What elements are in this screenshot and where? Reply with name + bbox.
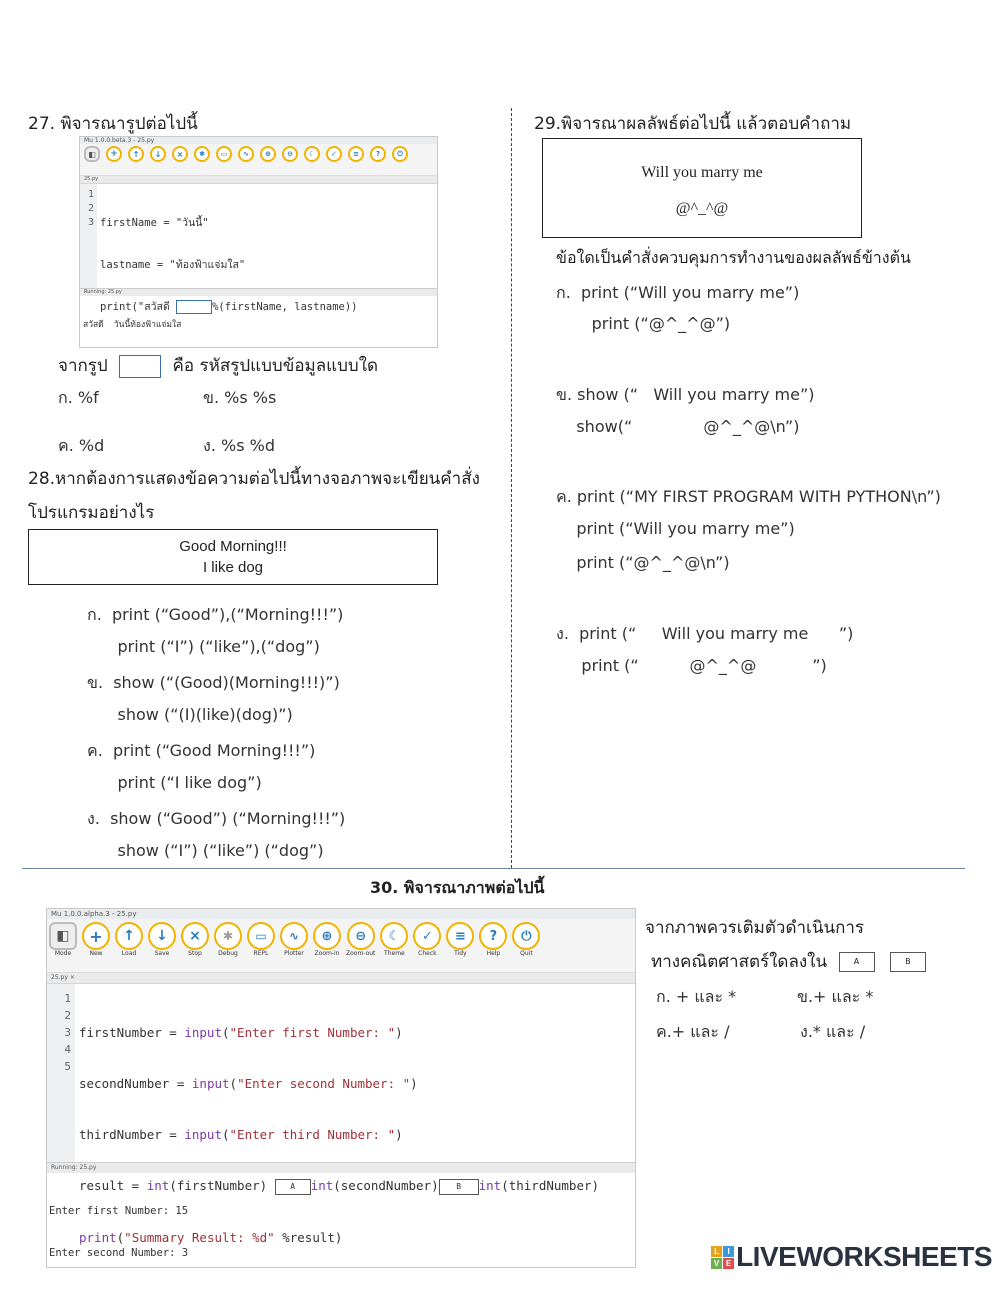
q27-tool-save[interactable] [150,146,166,173]
stop-icon: × [181,922,209,950]
section-divider [22,868,965,869]
q30-tool-load[interactable]: ↑ Load [115,922,143,969]
logo-text: LIVEWORKSHEETS [736,1241,992,1272]
q30-option-a[interactable]: ก. + และ * [656,987,737,1006]
q30-tool-plotter[interactable]: ∿ Plotter [280,922,308,969]
q28-option-b-line2: show (“(I)(like)(dog)”) [87,705,293,724]
q29-option-b-line2: show(“ @^_^@\n”) [556,417,800,436]
q27-question-blank [119,355,161,378]
q29-option-c[interactable]: ค. print (“MY FIRST PROGRAM WITH PYTHON\n”) [556,487,941,506]
q28-output-box: Good Morning!!! I like dog [28,529,438,585]
plotter-icon: ∿ [238,146,254,162]
q29-title: 29.พิจารณาผลลัพธ์ต่อไปนี้ แล้วตอบคำถาม [534,114,852,134]
q27-ide-window [79,136,438,348]
q29-option-a-line2: print (“@^_^@”) [556,314,731,333]
save-icon: ↓ [150,146,166,162]
load-icon: ↑ [128,146,144,162]
q30-question-box-b: B [890,952,926,972]
debug-icon: ✱ [194,146,210,162]
q30-option-b[interactable]: ข.+ และ * [797,987,874,1006]
q27-tool-theme[interactable] [304,146,320,173]
q28-option-c-line2: print (“I like dog”) [87,773,262,792]
q27-tool-zoom-in[interactable] [260,146,276,173]
repl-icon: ▭ [247,922,275,950]
close-icon[interactable]: × [69,974,75,981]
gear-icon[interactable] [622,1267,631,1268]
q30-option-c[interactable]: ค.+ และ / [656,1022,730,1041]
q28-title-line1: 28.หากต้องการแสดงข้อความต่อไปนี้ทางจอภาพจะเขียนคำสั่ง [28,469,480,489]
q28-option-d[interactable]: ง. show (“Good”) (“Morning!!!”) [87,809,346,828]
q27-ide-tab[interactable]: 25.py [80,176,437,184]
q30-tool-new[interactable]: + New [82,922,110,969]
q27-tool-stop[interactable] [172,146,188,173]
q30-tool-theme[interactable]: ☾ Theme [380,922,408,969]
debug-icon: ✱ [214,922,242,950]
q28-option-d-line2: show (“I”) (“like”) (“dog”) [87,841,324,860]
q27-ide-titlebar: Mu 1.0.0.beta.3 - 25.py [80,137,437,144]
q30-tool-zoom-out[interactable]: ⊖ Zoom-out [346,922,375,969]
q29-option-d[interactable]: ง. print (“ Will you marry me ”) [556,624,854,643]
q28-option-a[interactable]: ก. print (“Good”),(“Morning!!!”) [87,605,344,624]
q30-option-d[interactable]: ง.* และ / [800,1022,866,1041]
q30-code-box-a[interactable]: A [275,1179,311,1195]
q27-line-numbers: 1 2 3 [80,184,97,288]
mode-icon: ◧ [49,922,77,950]
q29-option-b[interactable]: ข. show (“ Will you marry me”) [556,385,815,404]
q28-option-c[interactable]: ค. print (“Good Morning!!!”) [87,741,316,760]
q27-tool-repl[interactable] [216,146,232,173]
q27-ide-toolbar [80,144,437,176]
code-line-2: secondNumber = input("Enter second Number: ") [79,1076,418,1091]
code-line-3: thirdNumber = input("Enter third Number: ") [79,1127,403,1142]
new-icon: + [82,922,110,950]
load-icon: ↑ [115,922,143,950]
q27-console[interactable]: สวัสดี วันนี้ท้องฟ้าแจ่มใส [80,296,437,348]
plotter-icon: ∿ [280,922,308,950]
quit-icon: ⏻ [512,922,540,950]
q29-option-d-line2: print (“ @^_^@ ”) [556,656,827,675]
q27-run-label: Running: 25.py [80,289,437,296]
zoom-in-icon: ⊕ [260,146,276,162]
q29-question: ข้อใดเป็นคำสั่งควบคุมการทำงานของผลลัพธ์ข้างต้น [556,248,911,267]
q27-tool-debug[interactable] [194,146,210,173]
q30-tool-help[interactable]: ? Help [479,922,507,969]
save-icon: ↓ [148,922,176,950]
q30-tool-repl[interactable]: ▭ REPL [247,922,275,969]
q30-line-numbers: 1 2 3 4 5 [47,984,75,1162]
help-icon: ? [370,146,386,162]
column-divider [511,108,512,868]
quit-icon: ⏻ [392,146,408,162]
logo-mark-icon: L I V E [711,1246,734,1269]
q27-code-blank[interactable] [176,300,212,314]
q27-question: จากรูป คือ รหัสรูปแบบข้อมูลแบบใด [58,356,379,376]
q28-option-a-line2: print (“I”) (“like”),(“dog”) [87,637,320,656]
q30-console[interactable]: Enter first Number: 15 Enter second Number: 3 [47,1173,635,1267]
q27-tool-quit[interactable] [392,146,408,173]
q27-tool-tidy[interactable] [348,146,364,173]
q28-title-line2: โปรแกรมอย่างไร [28,503,155,523]
q27-option-d[interactable]: ง. %s %d [203,436,275,455]
code-line-2: lastname = "ท้องฟ้าแจ่มใส" [100,259,246,271]
liveworksheets-logo [711,1241,992,1273]
stop-icon: × [172,146,188,162]
q30-ide-window [46,908,636,1268]
q27-title: 27. พิจารณารูปต่อไปนี้ [28,114,198,134]
q30-run-label: Running: 25.py [47,1163,635,1173]
new-icon: + [106,146,122,162]
q30-status-bar [47,1267,635,1268]
zoom-in-icon: ⊕ [313,922,341,950]
check-icon: ✓ [413,922,441,950]
q30-question-line2: ทางคณิตศาสตร์ใดลงใน A B [651,948,926,975]
check-icon: ✓ [326,146,342,162]
code-line-4: result = int(firstNumber) A int(secondNumber) B int(thirdNumber) [79,1178,600,1193]
q27-tool-plotter[interactable] [238,146,254,173]
code-line-5: print("Summary Result: %d" %result) [79,1229,343,1245]
q28-option-b[interactable]: ข. show (“(Good)(Morning!!!)”) [87,673,340,692]
q30-tool-save[interactable]: ↓ Save [148,922,176,969]
q30-question-box-a: A [839,952,875,972]
repl-icon: ▭ [216,146,232,162]
q27-tool-load[interactable] [128,146,144,173]
code-line-1: firstNumber = input("Enter first Number: ") [79,1025,403,1040]
q27-option-b[interactable]: ข. %s %s [203,388,277,407]
q27-tool-mode[interactable] [84,146,100,173]
mode-icon: ◧ [84,146,100,162]
q27-tool-zoom-out[interactable] [282,146,298,173]
theme-icon: ☾ [304,146,320,162]
q30-question-line1: จากภาพควรเติมตัวดำเนินการ [645,918,865,938]
q30-ide-toolbar [47,919,635,973]
zoom-out-icon: ⊖ [347,922,375,950]
q27-option-a[interactable]: ก. %f [58,388,99,407]
q30-tool-check[interactable]: ✓ Check [413,922,441,969]
q27-tool-new[interactable] [106,146,122,173]
q30-tool-stop[interactable]: × Stop [181,922,209,969]
q30-tool-zoom-in[interactable]: ⊕ Zoom-in [313,922,341,969]
zoom-out-icon: ⊖ [282,146,298,162]
q30-tool-quit[interactable]: ⏻ Quit [512,922,540,969]
help-icon: ? [479,922,507,950]
q27-option-c[interactable]: ค. %d [58,436,105,455]
q29-option-a[interactable]: ก. print (“Will you marry me”) [556,283,800,302]
tidy-icon: ≡ [348,146,364,162]
q29-option-c-line2: print (“Will you marry me”) [556,519,795,538]
q30-title: 30. พิจารณาภาพต่อไปนี้ [370,878,545,897]
q30-tool-debug[interactable]: ✱ Debug [214,922,242,969]
q27-tool-check[interactable] [326,146,342,173]
q30-ide-tab[interactable]: 25.py × [47,973,635,984]
tidy-icon: ≡ [446,922,474,950]
q30-tool-mode[interactable]: ◧ Mode [49,922,77,969]
code-line-1: firstName = "วันนี้" [100,217,209,229]
theme-icon: ☾ [380,922,408,950]
q29-option-c-line3: print (“@^_^@\n”) [556,553,730,572]
q29-output-box: Will you marry me @^_^@ [542,138,862,238]
q30-tool-tidy[interactable]: ≡ Tidy [446,922,474,969]
code-line-3: print("สวัสดี %(firstName, lastname)) [100,301,358,313]
q30-code-box-b[interactable]: B [439,1179,479,1195]
q30-ide-titlebar: Mu 1.0.0.alpha.3 - 25.py [47,909,635,919]
q27-tool-help[interactable] [370,146,386,173]
